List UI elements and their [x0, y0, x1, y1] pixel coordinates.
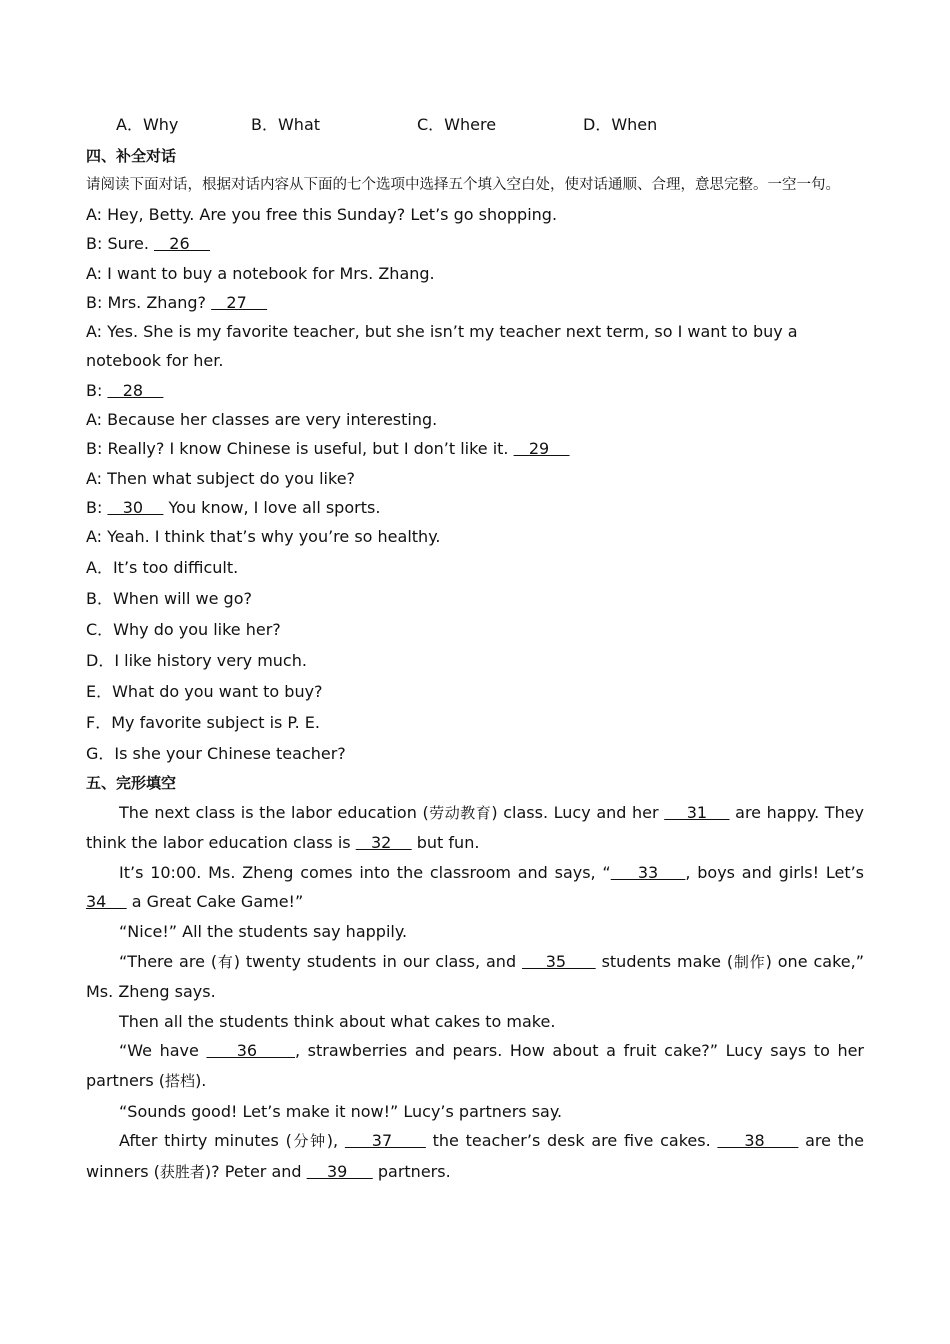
blank-33[interactable]: 33: [610, 862, 686, 882]
cloze-paragraph-8: After thirty minutes (分钟), 37 the teacher’s desk are five cakes. 38 are the winners (获胜者)? Peter and 39 partners.: [86, 1131, 864, 1181]
dialogue-choices: [86, 552, 864, 769]
option-d: D．When: [583, 115, 658, 134]
blank-35[interactable]: 35: [522, 951, 596, 971]
worksheet-page: [86, 112, 864, 1187]
cloze-paragraph-3: “Nice!” All the students say happily.: [119, 921, 408, 941]
dialogue-line: A: Then what subject do you like?: [86, 468, 356, 488]
choice-a: A．It’s too difficult.: [86, 557, 239, 577]
dialogue-line: B: Really? I know Chinese is useful, but I don’t like it. 29: [86, 439, 570, 459]
blank-29[interactable]: 29: [513, 439, 570, 459]
blank-36[interactable]: 36: [206, 1041, 296, 1061]
blank-34[interactable]: 34: [86, 892, 127, 912]
blank-27[interactable]: 27: [211, 292, 268, 312]
cloze-paragraph-4: “There are (有) twenty students in our class, and 35 students make (制作) one cake,” Ms. Zheng says.: [86, 951, 864, 1002]
blank-30[interactable]: 30: [107, 497, 164, 517]
cloze-paragraph-1: The next class is the labor education (劳动教育) class. Lucy and her 31 are happy. They think the labor education class is 32 but fun.: [86, 802, 865, 853]
blank-39[interactable]: 39: [306, 1161, 373, 1181]
dialogue-line: B: Mrs. Zhang? 27: [86, 292, 268, 312]
section-5-title: 五、完形填空: [86, 773, 177, 792]
dialogue-line: B: 28: [86, 380, 164, 400]
option-c: C．Where: [417, 115, 497, 134]
section-4-instructions: 请阅读下面对话，根据对话内容从下面的七个选项中选择五个填入空白处，使对话通顺、合理，意思完整。一空一句。: [86, 177, 840, 193]
dialogue-line: A: I want to buy a notebook for Mrs. Zhang.: [86, 263, 435, 283]
cloze-paragraph-5: Then all the students think about what cakes to make.: [119, 1011, 556, 1031]
choice-b: B．When will we go?: [86, 588, 252, 608]
dialogue-line: A: Yeah. I think that’s why you’re so healthy.: [86, 527, 441, 547]
dialogue-line: A: Because her classes are very interesting.: [86, 410, 438, 430]
blank-28[interactable]: 28: [107, 380, 164, 400]
blank-38[interactable]: 38: [717, 1131, 799, 1151]
dialogue-line: A: Hey, Betty. Are you free this Sunday? Let’s go shopping.: [86, 205, 558, 224]
cloze-paragraph-7: “Sounds good! Let’s make it now!” Lucy’s partners say.: [119, 1101, 563, 1121]
cloze-paragraph-2: It’s 10:00. Ms. Zheng comes into the classroom and says, “ 33 , boys and girls! Let’s 34 a Great Cake Game!”: [86, 862, 865, 912]
blank-32[interactable]: 32: [355, 833, 412, 853]
choice-e: E．What do you want to buy?: [86, 681, 323, 701]
blank-37[interactable]: 37: [344, 1131, 426, 1151]
dialogue-line: A: Yes. She is my favorite teacher, but she isn’t my teacher next term, so I want to buy a notebook for her.: [86, 322, 798, 371]
dialogue-line: B: 30 You know, I love all sports.: [86, 497, 381, 517]
choice-g: G．Is she your Chinese teacher?: [86, 743, 346, 763]
choice-c: C．Why do you like her?: [86, 619, 281, 639]
blank-26[interactable]: 26: [154, 234, 210, 254]
choice-f: F．My favorite subject is P. E.: [86, 712, 320, 732]
section-4-title: 四、补全对话: [86, 147, 177, 165]
cloze-paragraph-6: “We have 36 , strawberries and pears. How about a fruit cake?” Lucy says to her partners (搭档).: [86, 1041, 865, 1090]
option-a: A．Why: [116, 115, 179, 134]
dialogue-line: B: Sure. 26: [86, 234, 210, 254]
blank-31[interactable]: 31: [664, 802, 730, 822]
previous-question-options: [86, 112, 864, 138]
choice-d: D．I like history very much.: [86, 650, 307, 670]
option-b: B．What: [251, 115, 321, 134]
